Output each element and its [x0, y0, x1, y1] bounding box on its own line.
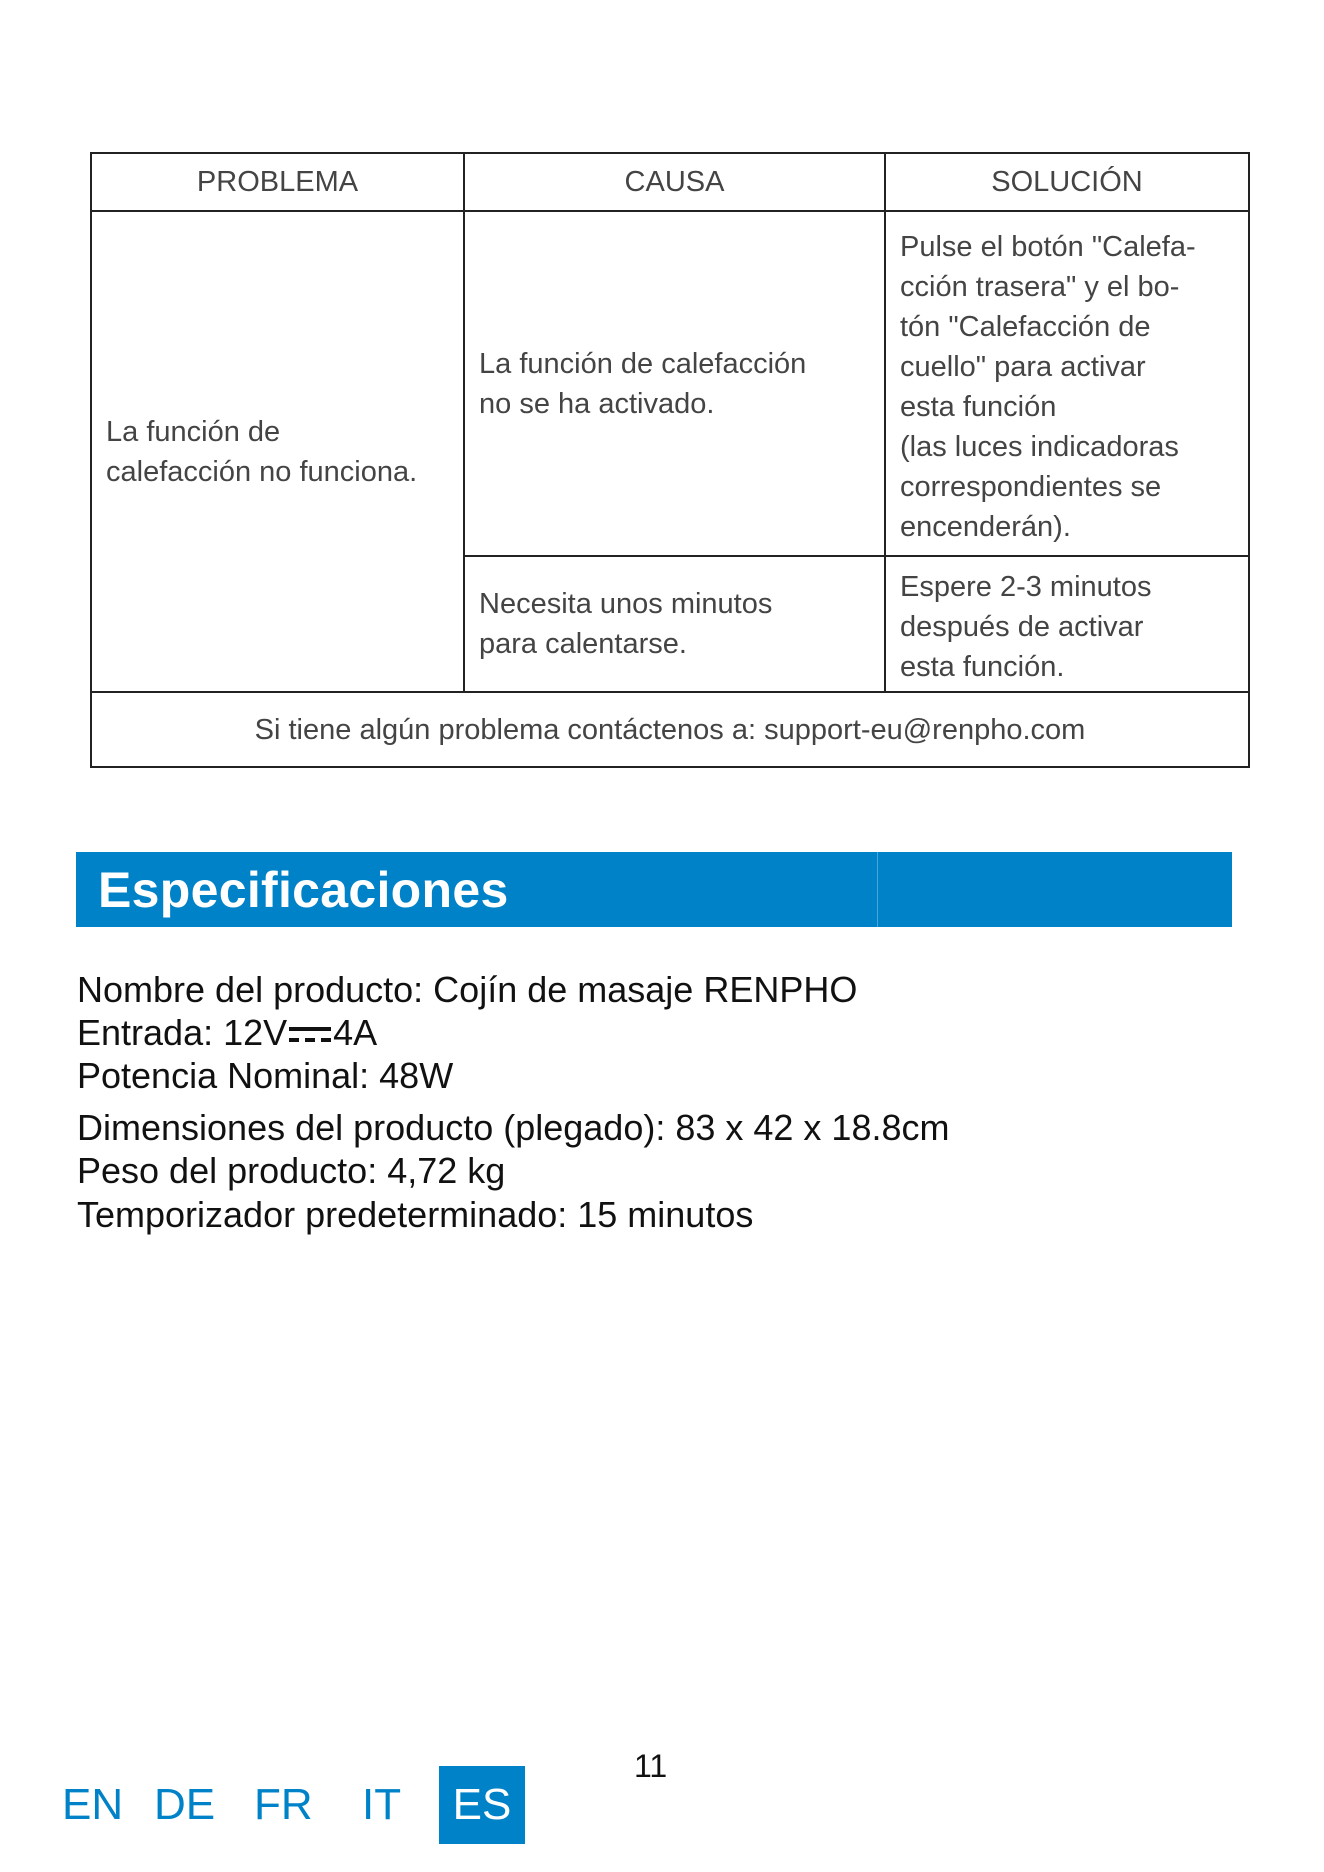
section-title: Especificaciones [98, 862, 509, 918]
dc-current-icon [289, 1025, 331, 1045]
table-row [91, 211, 1249, 556]
spec-dimensions: Dimensiones del producto (plegado): 83 x 42 x 18.8cm [77, 1107, 950, 1148]
spec-input [77, 1011, 377, 1055]
header-solution: SOLUCIÓN [885, 153, 1249, 211]
specifications-banner [76, 852, 1232, 927]
spec-timer: Temporizador predeterminado: 15 minutos [77, 1194, 754, 1235]
spec-product-name: Nombre del producto: Cojín de masaje RENPHO [77, 969, 858, 1010]
spec-input-prefix: Entrada: 12V [77, 1012, 288, 1053]
lang-tab-fr[interactable]: FR [254, 1780, 313, 1829]
troubleshooting-table [90, 152, 1250, 768]
banner-divider [877, 852, 878, 927]
cause-cell: Necesita unos minutos para calentarse. [464, 556, 885, 692]
lang-tab-es[interactable]: ES [439, 1766, 525, 1844]
lang-tab-en[interactable]: EN [62, 1780, 124, 1829]
lang-tab-it[interactable]: IT [362, 1780, 402, 1829]
cause-cell: La función de calefacción no se ha activado. [464, 211, 885, 556]
contact-note: Si tiene algún problema contáctenos a: support-eu@renpho.com [91, 692, 1249, 767]
spec-input-suffix: 4A [333, 1012, 378, 1053]
table-header-row [91, 153, 1249, 211]
problem-cell: La función de calefacción no funciona. [91, 211, 464, 692]
solution-cell: Espere 2-3 minutos después de activar esta función. [885, 556, 1249, 692]
spec-power: Potencia Nominal: 48W [77, 1055, 454, 1096]
header-problem: PROBLEMA [91, 153, 464, 211]
spec-weight: Peso del producto: 4,72 kg [77, 1150, 506, 1191]
solution-cell: Pulse el botón "Calefa- cción trasera" y el bo- tón "Calefacción de cuello" para activar esta función (las luces indicadoras correspondientes se encenderán). [885, 211, 1249, 556]
page-number: 11 [634, 1748, 668, 1784]
language-tabs [0, 1766, 600, 1846]
lang-tab-de[interactable]: DE [154, 1780, 216, 1829]
header-cause: CAUSA [464, 153, 885, 211]
contact-row [91, 692, 1249, 767]
